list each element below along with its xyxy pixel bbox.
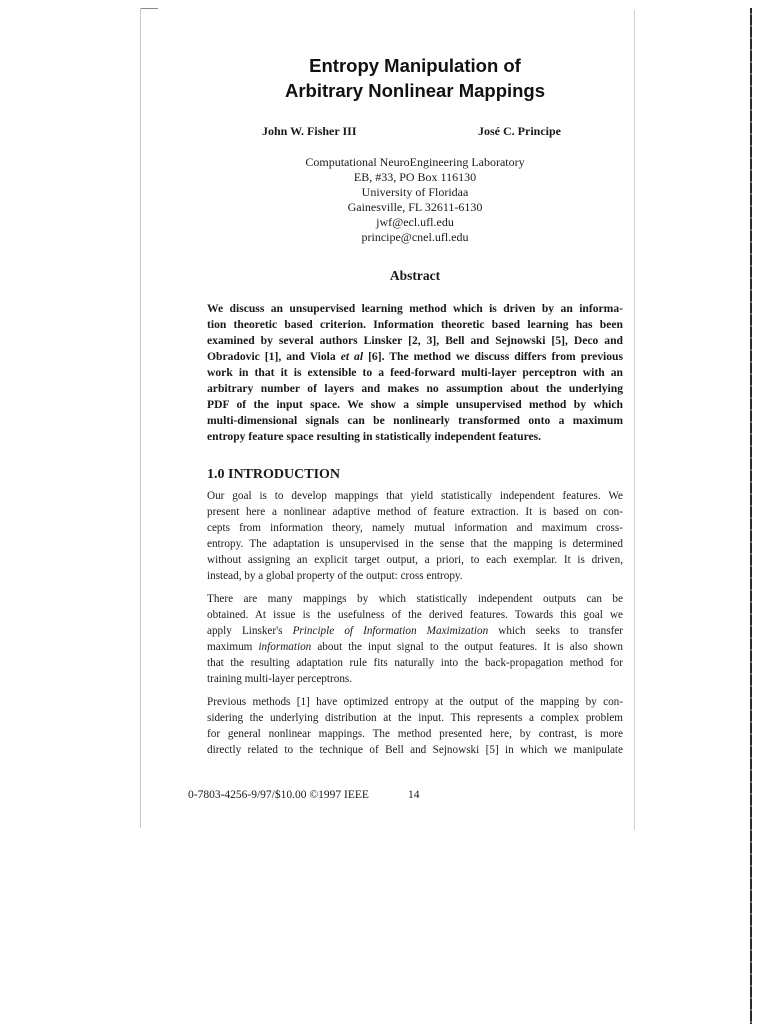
paragraph-line: obtained. At issue is the usefulness of the derived features. Towards this goal we bbox=[207, 609, 623, 621]
author-name: José C. Principe bbox=[478, 124, 561, 138]
paragraph-line: cepts from information theory, namely mutual information and maximum cross- bbox=[207, 522, 623, 534]
abstract-line: We discuss an unsupervised learning method which is driven by an informa- bbox=[207, 302, 623, 315]
affiliation-city: Gainesville, FL 32611-6130 bbox=[347, 200, 483, 214]
paragraph-line: instead, by a global property of the output: cross entropy. bbox=[207, 570, 463, 582]
paragraph-line: There are many mappings by which statistically independent outputs can be bbox=[207, 593, 623, 605]
abstract-line: examined by several authors Linsker [2, 3], Bell and Sejnowski [5], Deco and bbox=[207, 334, 623, 347]
affiliation-lab: Computational NeuroEngineering Laboratory bbox=[305, 155, 525, 169]
affiliation-address: EB, #33, PO Box 116130 bbox=[353, 170, 477, 184]
paragraph-line: directly related to the technique of Bell and Sejnowski [5] in which we manipulate bbox=[207, 744, 623, 756]
paragraph-line: entropy. The adaptation is unsupervised in the sense that the mapping is determined bbox=[207, 538, 623, 550]
paragraph-line: Our goal is to develop mappings that yield statistically independent features. We bbox=[207, 490, 623, 502]
abstract-heading: Abstract bbox=[389, 268, 441, 283]
abstract-line: work in that it is extensible to a feed-forward multi-layer perceptron with an bbox=[207, 366, 623, 379]
page-number: 14 bbox=[408, 789, 420, 801]
author-name: John W. Fisher III bbox=[262, 124, 357, 138]
paragraph-line: present here a nonlinear adaptive method of feature extraction. It is based on con- bbox=[207, 506, 623, 518]
paragraph-line: for general nonlinear mappings. The method presented here, by contrast, is more bbox=[207, 728, 623, 740]
paragraph-line: maximum information about the input signal to the output features. It is also shown bbox=[207, 641, 623, 653]
scan-border-left bbox=[140, 8, 141, 828]
paragraph-line: apply Linsker's Principle of Information Maximization which seeks to transfer bbox=[207, 625, 623, 637]
abstract-line: multi-dimensional signals can be nonlinearly transformed onto a maximum bbox=[207, 414, 623, 427]
abstract-line: Obradovic [1], and Viola et al [6]. The method we discuss differs from previous bbox=[207, 350, 623, 363]
paper-title-line-2: Arbitrary Nonlinear Mappings bbox=[284, 80, 546, 101]
abstract-line: arbitrary number of layers and makes no assumption about the underlying bbox=[207, 382, 623, 395]
paragraph-line: without assigning an explicit target output, a priori, to each exemplar. It is driven, bbox=[207, 554, 623, 566]
affiliation-university: University of Floridaa bbox=[361, 185, 469, 199]
paragraph-line: sidering the underlying distribution at the input. This represents a complex problem bbox=[207, 712, 623, 724]
paragraph-line: Previous methods [1] have optimized entropy at the output of the mapping by con- bbox=[207, 696, 623, 708]
paragraph-line: that the resulting adaptation rule fits naturally into the back-propagation method for bbox=[207, 657, 623, 669]
scan-border-right bbox=[634, 10, 635, 830]
copyright-code: 0-7803-4256-9/97/$10.00 ©1997 IEEE bbox=[188, 789, 369, 801]
author-email: jwf@ecl.ufl.edu bbox=[376, 215, 454, 229]
scan-binding-edge bbox=[750, 8, 752, 1024]
paragraph-line: training multi-layer perceptrons. bbox=[207, 673, 353, 685]
paper-title-line-1: Entropy Manipulation of bbox=[309, 55, 521, 76]
abstract-line: tion theoretic based criterion. Information theoretic based learning has been bbox=[207, 318, 623, 331]
abstract-line: PDF of the input space. We show a simple unsupervised method by which bbox=[207, 398, 623, 411]
abstract-line: entropy feature space resulting in statistically independent features. bbox=[207, 430, 542, 443]
section-heading-introduction: 1.0 INTRODUCTION bbox=[207, 467, 341, 482]
author-email: principe@cnel.ufl.edu bbox=[361, 230, 469, 244]
scan-border-top bbox=[140, 8, 158, 9]
